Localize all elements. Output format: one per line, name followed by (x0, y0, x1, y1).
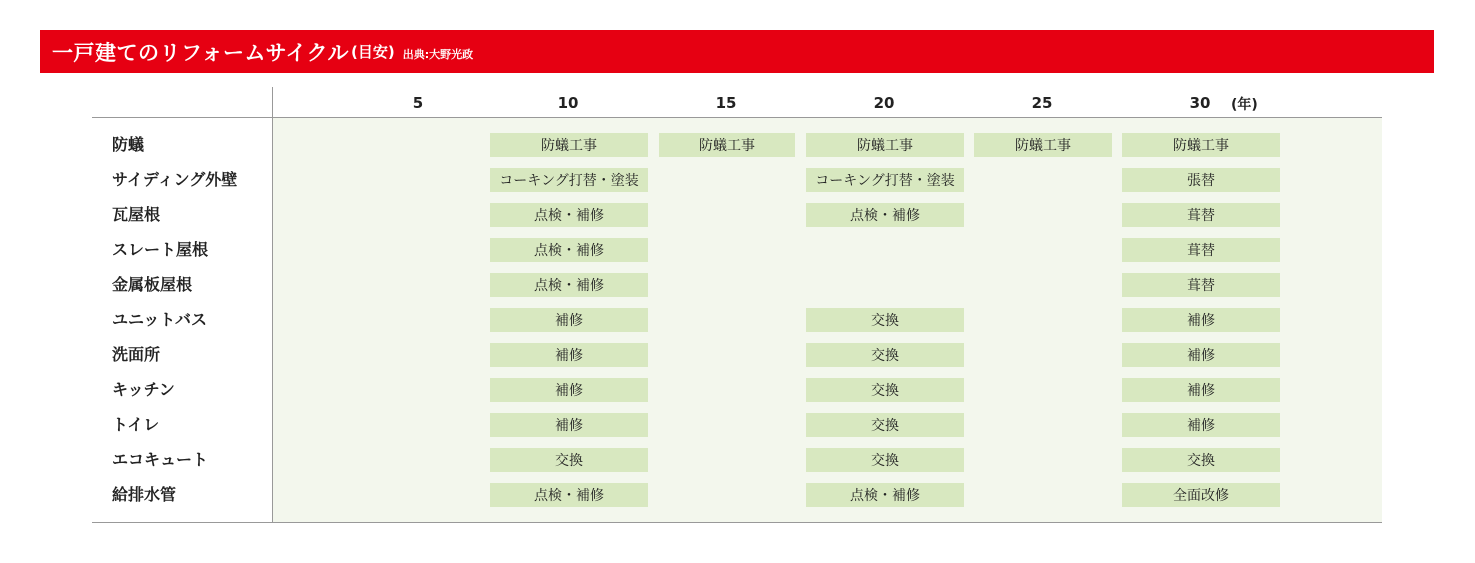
year-tick-5: 5 (412, 94, 424, 112)
year-unit-label: (年) (1231, 97, 1258, 113)
schedule-cell-15: 防蟻工事 (659, 133, 795, 157)
title-bar (40, 30, 1434, 73)
row-label: エコキュート (112, 450, 209, 469)
schedule-cell-10: コーキング打替・塗装 (490, 168, 648, 192)
schedule-cell-10: 防蟻工事 (490, 133, 648, 157)
schedule-cell-10: 点検・補修 (490, 238, 648, 262)
row-label: サイディング外壁 (112, 170, 238, 189)
schedule-cell-30: 葺替 (1122, 238, 1280, 262)
schedule-cell-25: 防蟻工事 (974, 133, 1112, 157)
year-tick-20: 20 (873, 94, 895, 112)
schedule-cell-30: 張替 (1122, 168, 1280, 192)
schedule-cell-30: 補修 (1122, 413, 1280, 437)
schedule-cell-20: 点検・補修 (806, 203, 964, 227)
row-label: 瓦屋根 (112, 205, 161, 224)
year-tick-15: 15 (715, 94, 737, 112)
schedule-cell-30: 全面改修 (1122, 483, 1280, 507)
vertical-divider (272, 87, 273, 523)
schedule-cell-20: 交換 (806, 308, 964, 332)
schedule-cell-20: 防蟻工事 (806, 133, 964, 157)
row-label: ユニットバス (112, 310, 208, 329)
schedule-cell-30: 補修 (1122, 343, 1280, 367)
schedule-cell-10: 補修 (490, 378, 648, 402)
page-subtitle: (目安) (351, 43, 395, 61)
row-label: キッチン (112, 380, 175, 399)
row-label: トイレ (112, 415, 160, 434)
year-tick-10: 10 (557, 94, 579, 112)
row-label: 防蟻 (112, 135, 145, 154)
schedule-cell-10: 交換 (490, 448, 648, 472)
schedule-cell-10: 補修 (490, 343, 648, 367)
schedule-cell-20: コーキング打替・塗装 (806, 168, 964, 192)
source-note: 出典:大野光政 (402, 47, 474, 61)
schedule-cell-10: 点検・補修 (490, 273, 648, 297)
schedule-cell-20: 交換 (806, 448, 964, 472)
schedule-cell-10: 補修 (490, 413, 648, 437)
schedule-cell-30: 葺替 (1122, 273, 1280, 297)
schedule-cell-10: 点検・補修 (490, 203, 648, 227)
header-divider (92, 117, 1382, 118)
schedule-cell-10: 補修 (490, 308, 648, 332)
schedule-cell-20: 点検・補修 (806, 483, 964, 507)
row-label: 金属板屋根 (112, 275, 193, 294)
schedule-cell-30: 補修 (1122, 378, 1280, 402)
row-label: 給排水管 (112, 485, 177, 504)
year-tick-30: 30 (1189, 94, 1211, 112)
page-title: 一戸建てのリフォームサイクル (52, 40, 350, 65)
row-label: スレート屋根 (112, 240, 209, 259)
schedule-cell-10: 点検・補修 (490, 483, 648, 507)
schedule-cell-20: 交換 (806, 378, 964, 402)
row-label: 洗面所 (112, 345, 161, 364)
schedule-cell-20: 交換 (806, 343, 964, 367)
schedule-cell-30: 交換 (1122, 448, 1280, 472)
schedule-cell-20: 交換 (806, 413, 964, 437)
schedule-cell-30: 補修 (1122, 308, 1280, 332)
bottom-divider (92, 522, 1382, 523)
schedule-cell-30: 葺替 (1122, 203, 1280, 227)
schedule-cell-30: 防蟻工事 (1122, 133, 1280, 157)
year-tick-25: 25 (1031, 94, 1053, 112)
